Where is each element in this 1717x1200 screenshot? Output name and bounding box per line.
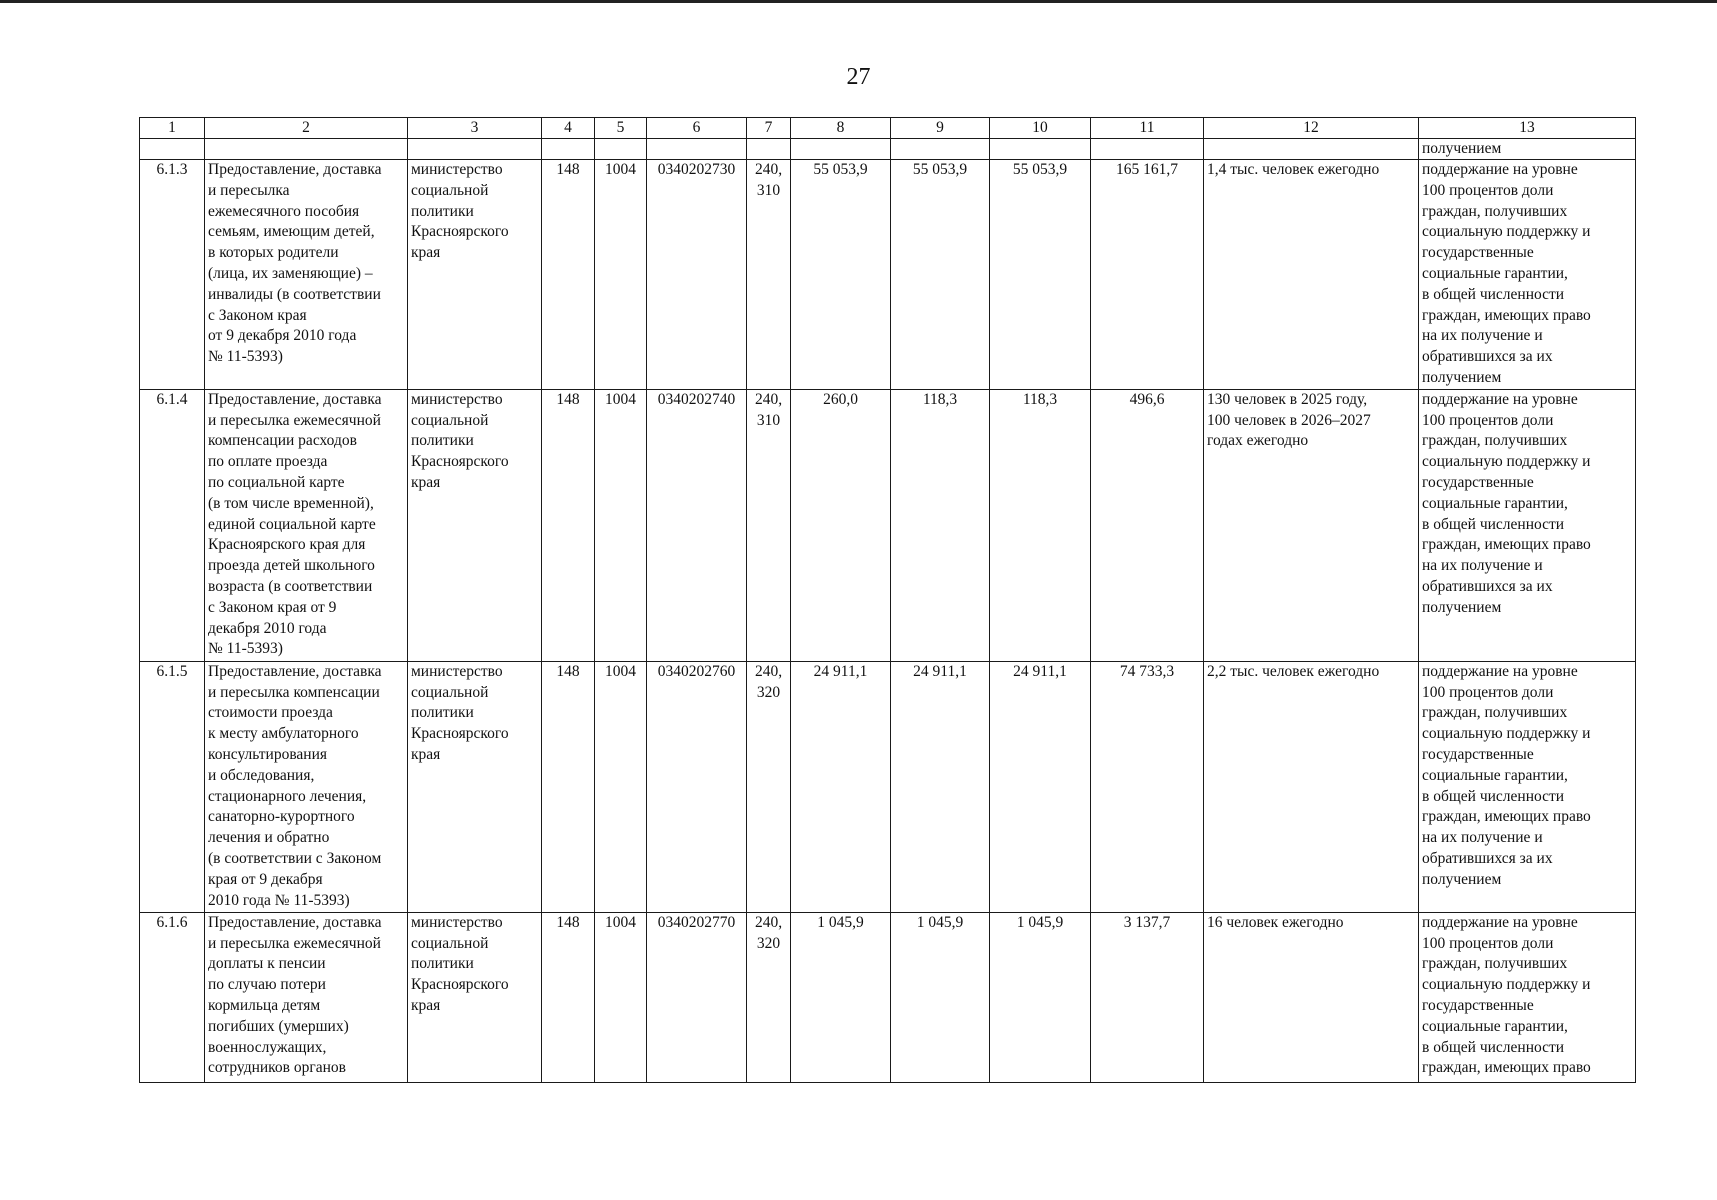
target-article-cell: 0340202760	[647, 661, 747, 912]
row-number-cell: 6.1.6	[140, 912, 205, 1082]
expected-result-cell: 1,4 тыс. человек ежегодно	[1204, 160, 1419, 390]
amount-total-cell: 496,6	[1091, 389, 1204, 661]
amount-total-cell: 165 161,7	[1091, 160, 1204, 390]
amount-2025-cell: 260,0	[791, 389, 891, 661]
amount-2026-cell: 1 045,9	[891, 912, 990, 1082]
target-article-cell: 0340202740	[647, 389, 747, 661]
grbs-code-cell: 148	[542, 160, 595, 390]
column-header-3: 3	[408, 118, 542, 139]
executor-cell: министерство социальной политики Красноярского края	[408, 389, 542, 661]
expense-type-cell: 240, 310	[747, 160, 791, 390]
amount-2027-cell: 118,3	[990, 389, 1091, 661]
expected-result-cell: 2,2 тыс. человек ежегодно	[1204, 661, 1419, 912]
continuation-indicator-cell: получением	[1419, 139, 1636, 160]
indicator-cell: поддержание на уровне 100 процентов доли граждан, получивших социальную поддержку и государственные социальные гарантии, в общей численности граждан, имеющих право на их получение и обратившихся за их получением	[1419, 389, 1636, 661]
grbs-code-cell: 148	[542, 912, 595, 1082]
amount-total-cell: 3 137,7	[1091, 912, 1204, 1082]
top-border-rule	[0, 0, 1717, 3]
executor-cell: министерство социальной политики Красноярского края	[408, 912, 542, 1082]
expected-result-cell: 130 человек в 2025 году, 100 человек в 2026–2027 годах ежегодно	[1204, 389, 1419, 661]
section-code-cell: 1004	[595, 661, 647, 912]
measure-name-cell: Предоставление, доставка и пересылка ежемесячной доплаты к пенсии по случаю потери кормильца детям погибших (умерших) военнослужащих, сотрудников органов	[205, 912, 408, 1082]
section-code-cell: 1004	[595, 912, 647, 1082]
column-number-row	[140, 118, 1636, 139]
column-header-9: 9	[891, 118, 990, 139]
indicator-cell: поддержание на уровне 100 процентов доли граждан, получивших социальную поддержку и государственные социальные гарантии, в общей численности граждан, имеющих право на их получение и обратившихся за их получением	[1419, 661, 1636, 912]
grbs-code-cell: 148	[542, 661, 595, 912]
section-code-cell: 1004	[595, 160, 647, 390]
column-header-5: 5	[595, 118, 647, 139]
amount-total-cell: 74 733,3	[1091, 661, 1204, 912]
indicator-cell: поддержание на уровне 100 процентов доли граждан, получивших социальную поддержку и государственные социальные гарантии, в общей численности граждан, имеющих право на их получение и обратившихся за их получением	[1419, 160, 1636, 390]
expected-result-cell: 16 человек ежегодно	[1204, 912, 1419, 1082]
column-header-11: 11	[1091, 118, 1204, 139]
column-header-10: 10	[990, 118, 1091, 139]
column-header-8: 8	[791, 118, 891, 139]
amount-2026-cell: 24 911,1	[891, 661, 990, 912]
row-number-cell: 6.1.5	[140, 661, 205, 912]
amount-2027-cell: 1 045,9	[990, 912, 1091, 1082]
indicator-cell: поддержание на уровне 100 процентов доли граждан, получивших социальную поддержку и государственные социальные гарантии, в общей численности граждан, имеющих право	[1419, 912, 1636, 1082]
section-code-cell: 1004	[595, 389, 647, 661]
expense-type-cell: 240, 320	[747, 912, 791, 1082]
amount-2025-cell: 1 045,9	[791, 912, 891, 1082]
table-row	[140, 912, 1636, 1082]
expense-type-cell: 240, 320	[747, 661, 791, 912]
measure-name-cell: Предоставление, доставка и пересылка ежемесячного пособия семьям, имеющим детей, в которых родители (лица, их заменяющие) – инвалиды (в соответствии с Законом края от 9 декабря 2010 года № 11-5393)	[205, 160, 408, 390]
amount-2027-cell: 24 911,1	[990, 661, 1091, 912]
row-number-cell: 6.1.3	[140, 160, 205, 390]
column-header-1: 1	[140, 118, 205, 139]
column-header-2: 2	[205, 118, 408, 139]
amount-2025-cell: 24 911,1	[791, 661, 891, 912]
column-header-13: 13	[1419, 118, 1636, 139]
table-row	[140, 661, 1636, 912]
expense-type-cell: 240, 310	[747, 389, 791, 661]
target-article-cell: 0340202770	[647, 912, 747, 1082]
executor-cell: министерство социальной политики Красноярского края	[408, 661, 542, 912]
row-number-cell: 6.1.4	[140, 389, 205, 661]
table-row	[140, 160, 1636, 390]
page-number: 27	[846, 64, 871, 90]
amount-2025-cell: 55 053,9	[791, 160, 891, 390]
column-header-7: 7	[747, 118, 791, 139]
amount-2026-cell: 55 053,9	[891, 160, 990, 390]
executor-cell: министерство социальной политики Красноярского края	[408, 160, 542, 390]
amount-2026-cell: 118,3	[891, 389, 990, 661]
measure-name-cell: Предоставление, доставка и пересылка ежемесячной компенсации расходов по оплате проезда по социальной карте (в том числе временной), единой социальной карте Красноярского края для проезда детей школьного возраста (в соответствии с Законом края от 9 декабря 2010 года № 11-5393)	[205, 389, 408, 661]
amount-2027-cell: 55 053,9	[990, 160, 1091, 390]
grbs-code-cell: 148	[542, 389, 595, 661]
column-header-4: 4	[542, 118, 595, 139]
target-article-cell: 0340202730	[647, 160, 747, 390]
column-header-12: 12	[1204, 118, 1419, 139]
budget-table	[139, 117, 1636, 1083]
measure-name-cell: Предоставление, доставка и пересылка компенсации стоимости проезда к месту амбулаторного консультирования и обследования, стационарного лечения, санаторно-курортного лечения и обратно (в соответствии с Законом края от 9 декабря 2010 года № 11-5393)	[205, 661, 408, 912]
continuation-row	[140, 139, 1636, 160]
column-header-6: 6	[647, 118, 747, 139]
table-row	[140, 389, 1636, 661]
